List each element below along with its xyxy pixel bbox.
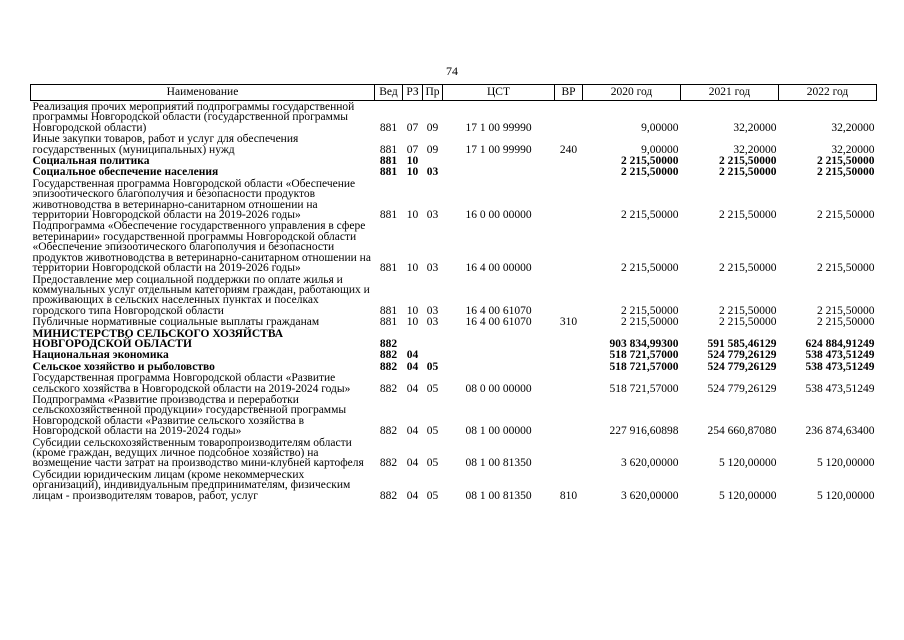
- row-cst: 08 1 00 81350: [465, 489, 532, 502]
- row-ved: 882: [379, 425, 398, 438]
- row-value-2022: 2 215,50000: [817, 209, 875, 222]
- header-ved: Вед: [375, 85, 403, 101]
- row-cst: [443, 361, 555, 372]
- row-ved: 882: [379, 457, 398, 470]
- row-pr: 03: [426, 209, 439, 222]
- row-value-2021: 32,20000: [733, 143, 777, 156]
- row-vr: [555, 274, 583, 317]
- row-cst: 16 4 00 61070: [465, 304, 532, 317]
- table-row: [31, 155, 877, 166]
- row-pr: 05: [426, 489, 439, 502]
- header-2022: 2022 год: [779, 85, 877, 101]
- table-row: [31, 349, 877, 360]
- row-value-2022: 32,20000: [831, 121, 875, 134]
- row-value-2021: 2 215,50000: [719, 262, 777, 275]
- row-name: Реализация прочих мероприятий подпрограммы государственной программы Новгородской области (государственной программы Новгородской области): [32, 101, 355, 134]
- row-value-2020: 903 834,99300: [609, 337, 679, 350]
- row-pr: 03: [426, 262, 439, 275]
- row-ved: 881: [379, 166, 398, 179]
- row-value-2022: 2 215,50000: [817, 166, 875, 179]
- row-value-2022: 2 215,50000: [817, 304, 875, 317]
- row-rz: 04: [406, 349, 419, 362]
- row-rz: 07: [406, 143, 419, 156]
- row-vr: [555, 361, 583, 372]
- row-value-2020: 518 721,57000: [609, 382, 679, 395]
- table-row: [31, 437, 877, 469]
- table-row: [31, 328, 877, 350]
- table-row: [31, 166, 877, 177]
- row-name: Публичные нормативные социальные выплаты гражданам: [32, 316, 320, 329]
- row-value-2020: 227 916,60898: [609, 425, 679, 438]
- row-value-2021: 2 215,50000: [719, 304, 777, 317]
- row-value-2021: 254 660,87080: [707, 425, 777, 438]
- row-rz: 04: [406, 425, 419, 438]
- row-ved: 882: [379, 382, 398, 395]
- row-cst: [443, 328, 555, 350]
- row-name: Субсидии юридическим лицам (кроме некоммерческих организаций), индивидуальным предпринимателям, физическим лицам - производителям товаров, работ, услуг: [32, 468, 351, 502]
- row-vr: 810: [559, 489, 578, 502]
- row-cst: 16 4 00 00000: [465, 262, 532, 275]
- row-name: Предоставление мер социальной поддержки по оплате жилья и коммунальных услуг отдельным категориям граждан, работающих и проживающих в сельских населенных пунктах и поселках городского типа Новгородской области: [32, 273, 370, 317]
- row-vr: [555, 155, 583, 166]
- row-pr: 05: [426, 360, 439, 373]
- row-value-2022: 236 874,63400: [805, 425, 875, 438]
- row-cst: 08 0 00 00000: [465, 382, 532, 395]
- row-pr: [423, 349, 443, 360]
- row-rz: 10: [406, 316, 419, 329]
- row-pr: 09: [426, 121, 439, 134]
- row-rz: 07: [406, 121, 419, 134]
- row-name: Сельское хозяйство и рыболовство: [32, 360, 215, 373]
- row-cst: 16 4 00 61070: [465, 316, 532, 329]
- table-row: [31, 469, 877, 501]
- table-row: [31, 394, 877, 437]
- header-2020: 2020 год: [583, 85, 681, 101]
- row-vr: [555, 166, 583, 177]
- row-vr: [555, 372, 583, 394]
- row-pr: [423, 155, 443, 166]
- header-pr: Пр: [423, 85, 443, 101]
- row-value-2022: 2 215,50000: [817, 155, 875, 168]
- table-row: [31, 220, 877, 273]
- row-value-2020: 2 215,50000: [621, 316, 679, 329]
- row-pr: 03: [426, 304, 439, 317]
- table-row: [31, 274, 877, 317]
- row-ved: 881: [379, 155, 398, 168]
- row-pr: 05: [426, 425, 439, 438]
- row-vr: [555, 101, 583, 134]
- row-rz: 10: [406, 262, 419, 275]
- page-number: 74: [446, 64, 458, 78]
- budget-table: [30, 84, 877, 501]
- row-name: МИНИСТЕРСТВО СЕЛЬСКОГО ХОЗЯЙСТВА НОВГОРОДСКОЙ ОБЛАСТИ: [32, 327, 284, 350]
- header-2021: 2021 год: [681, 85, 779, 101]
- table-row: [31, 133, 877, 155]
- row-value-2020: 518 721,57000: [609, 360, 679, 373]
- row-value-2022: 2 215,50000: [817, 316, 875, 329]
- row-ved: 881: [379, 209, 398, 222]
- row-vr: [555, 328, 583, 350]
- table-row: [31, 316, 877, 327]
- row-value-2022: 538 473,51249: [805, 382, 875, 395]
- row-rz: 04: [406, 457, 419, 470]
- row-cst: 08 1 00 81350: [465, 457, 532, 470]
- row-value-2021: 524 779,26129: [707, 382, 777, 395]
- row-value-2020: 9,00000: [641, 143, 679, 156]
- row-name: Национальная экономика: [32, 349, 169, 362]
- row-ved: 881: [379, 143, 398, 156]
- row-rz: 10: [406, 304, 419, 317]
- row-vr: [555, 394, 583, 437]
- row-cst: 17 1 00 99990: [465, 121, 532, 134]
- header-rz: РЗ: [403, 85, 423, 101]
- row-value-2020: 2 215,50000: [621, 262, 679, 275]
- row-name: Государственная программа Новгородской области «Развитие сельского хозяйства в Новгородской области на 2019-2024 годы»: [32, 372, 351, 395]
- row-pr: 03: [426, 316, 439, 329]
- row-vr: [555, 349, 583, 360]
- row-value-2020: 3 620,00000: [621, 457, 679, 470]
- row-ved: 882: [379, 349, 398, 362]
- row-cst: 08 1 00 00000: [465, 425, 532, 438]
- row-value-2021: 591 585,46129: [707, 337, 777, 350]
- row-vr: [555, 437, 583, 469]
- row-ved: 881: [379, 121, 398, 134]
- row-value-2022: 32,20000: [831, 143, 875, 156]
- row-value-2022: 538 473,51249: [805, 360, 875, 373]
- header-vr: ВР: [555, 85, 583, 101]
- row-cst: [443, 155, 555, 166]
- row-rz: 04: [406, 489, 419, 502]
- row-value-2020: 3 620,00000: [621, 489, 679, 502]
- row-ved: 881: [379, 262, 398, 275]
- row-name: Субсидии сельскохозяйственным товаропроизводителям области (кроме граждан, ведущих личное подсобное хозяйство) на возмещение части затрат на производство мини-клубней картофеля: [32, 436, 364, 470]
- table-row: [31, 361, 877, 372]
- row-value-2021: 2 215,50000: [719, 155, 777, 168]
- row-name: Подпрограмма «Обеспечение государственного управления в сфере ветеринарии» государственной программы Новгородской области «Обеспечение эпизоотического благополучия и безопасности продуктов животноводства в ветеринарно-санитарном отношении на территории Новгородской области на 2019-2026 годы»: [32, 220, 371, 275]
- row-value-2020: 2 215,50000: [621, 304, 679, 317]
- table-row: [31, 372, 877, 394]
- row-rz: 10: [406, 209, 419, 222]
- row-rz: 10: [406, 166, 419, 179]
- row-pr: 05: [426, 457, 439, 470]
- row-rz: 04: [406, 360, 419, 373]
- table-header-row: [31, 85, 877, 101]
- row-value-2020: 2 215,50000: [621, 209, 679, 222]
- row-value-2021: 5 120,00000: [719, 489, 777, 502]
- row-ved: 882: [379, 360, 398, 373]
- header-cst: ЦСТ: [443, 85, 555, 101]
- row-value-2020: 9,00000: [641, 121, 679, 134]
- row-ved: 881: [379, 316, 398, 329]
- row-name: Подпрограмма «Развитие производства и переработки сельскохозяйственной продукции» государственной программы Новгородской области «Развитие сельского хозяйства в Новгородской области на 2019-2024 годы»: [32, 393, 347, 438]
- row-cst: 17 1 00 99990: [465, 143, 532, 156]
- header-name: Наименование: [31, 85, 375, 101]
- row-name: Социальное обеспечение населения: [32, 166, 219, 179]
- row-name: Социальная политика: [32, 155, 150, 168]
- row-value-2021: 32,20000: [733, 121, 777, 134]
- row-ved: 882: [379, 337, 398, 350]
- row-pr: [423, 328, 443, 350]
- row-value-2021: 524 779,26129: [707, 349, 777, 362]
- row-value-2021: 2 215,50000: [719, 166, 777, 179]
- row-value-2021: 2 215,50000: [719, 209, 777, 222]
- row-pr: 03: [426, 166, 439, 179]
- row-value-2021: 2 215,50000: [719, 316, 777, 329]
- row-cst: [443, 349, 555, 360]
- row-value-2021: 5 120,00000: [719, 457, 777, 470]
- row-value-2022: 538 473,51249: [805, 349, 875, 362]
- row-vr: [555, 220, 583, 273]
- row-name: Государственная программа Новгородской области «Обеспечение эпизоотического благополучия и безопасности продуктов животноводства в ветеринарно-санитарном отношении на территории Новгородской области на 2019-2026 годы»: [32, 177, 356, 222]
- row-value-2022: 2 215,50000: [817, 262, 875, 275]
- row-rz: 04: [406, 382, 419, 395]
- row-name: Иные закупки товаров, работ и услуг для обеспечения государственных (муниципальных) нужд: [32, 133, 299, 156]
- table-row: [31, 178, 877, 221]
- row-cst: 16 0 00 00000: [465, 209, 532, 222]
- row-value-2022: 5 120,00000: [817, 457, 875, 470]
- row-value-2020: 2 215,50000: [621, 155, 679, 168]
- table-row: [31, 101, 877, 134]
- row-rz: [403, 328, 423, 350]
- row-cst: [443, 166, 555, 177]
- row-value-2021: 524 779,26129: [707, 360, 777, 373]
- row-vr: 310: [559, 316, 578, 329]
- row-ved: 882: [379, 489, 398, 502]
- row-value-2022: 624 884,91249: [805, 337, 875, 350]
- row-vr: [555, 178, 583, 221]
- row-pr: 09: [426, 143, 439, 156]
- row-rz: 10: [406, 155, 419, 168]
- row-pr: 05: [426, 382, 439, 395]
- row-value-2022: 5 120,00000: [817, 489, 875, 502]
- row-ved: 881: [379, 304, 398, 317]
- row-value-2020: 2 215,50000: [621, 166, 679, 179]
- row-value-2020: 518 721,57000: [609, 349, 679, 362]
- row-vr: 240: [559, 143, 578, 156]
